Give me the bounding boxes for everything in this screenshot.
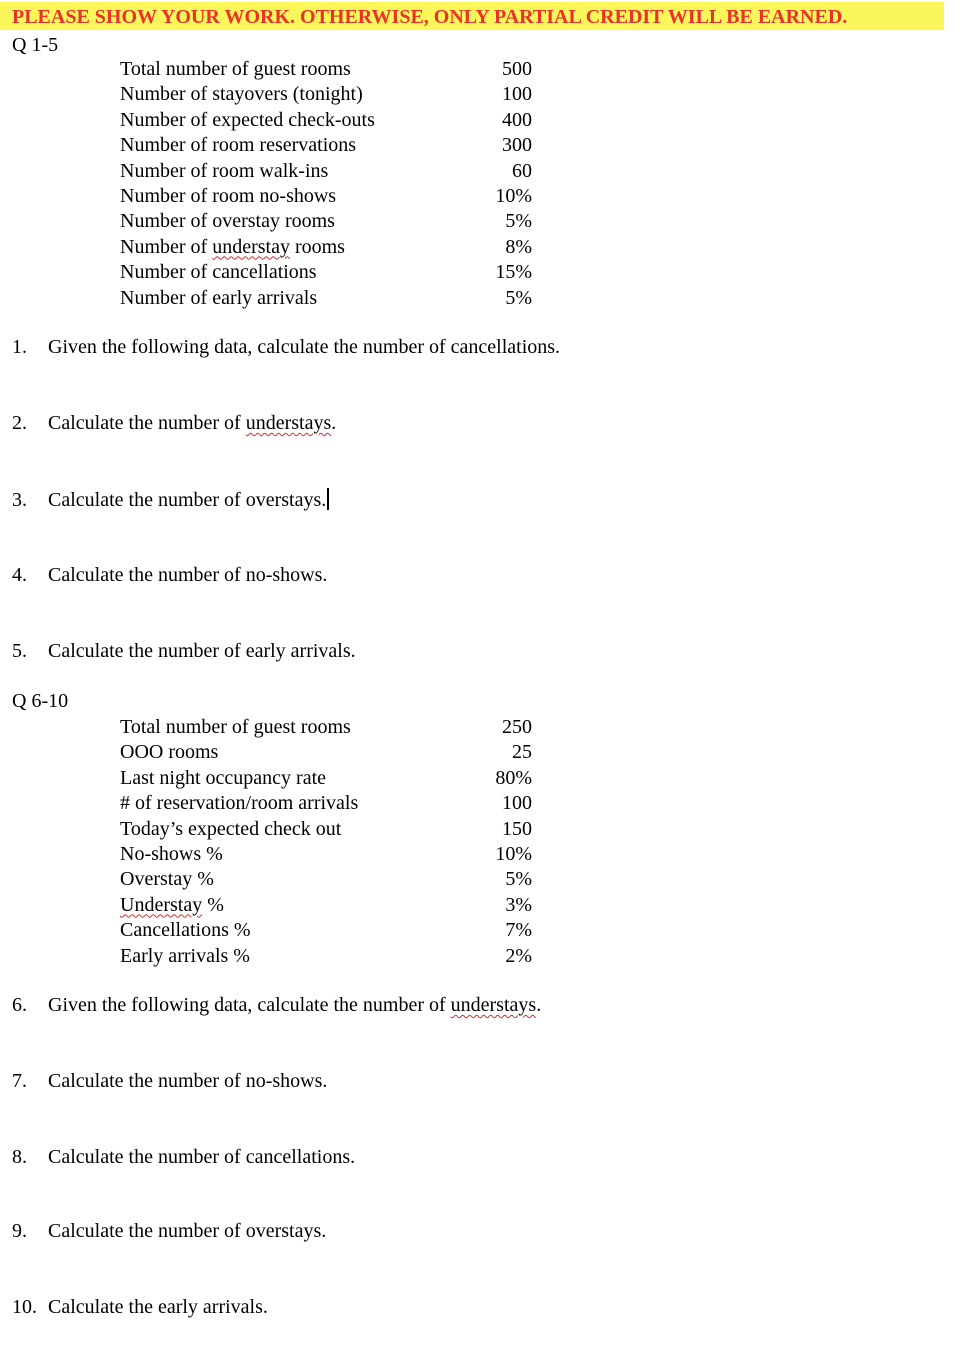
question-1[interactable] bbox=[12, 336, 560, 359]
data-value: 5% bbox=[505, 868, 532, 891]
question-text-suffix: . bbox=[331, 412, 337, 434]
data-value: 15% bbox=[495, 261, 532, 284]
data-value: 5% bbox=[505, 286, 532, 309]
question-text: Given the following data, calculate the number of cancellations. bbox=[48, 336, 561, 358]
data-value: 400 bbox=[502, 108, 532, 131]
question-number: 8. bbox=[12, 1146, 27, 1168]
data-value: 80% bbox=[495, 766, 532, 789]
data-label: No-shows % bbox=[120, 842, 223, 865]
data-value: 100 bbox=[502, 83, 532, 106]
section-label-q1-5: Q 1-5 bbox=[12, 34, 59, 56]
text-cursor bbox=[327, 488, 329, 510]
question-text: Calculate the number of cancellations. bbox=[48, 1146, 356, 1168]
question-5[interactable] bbox=[12, 640, 356, 663]
instruction-banner bbox=[0, 2, 944, 30]
data-label: Total number of guest rooms bbox=[120, 58, 351, 80]
data-value: 7% bbox=[505, 919, 532, 942]
data-label: Number of expected check-outs bbox=[120, 108, 375, 131]
data-value: 10% bbox=[495, 184, 532, 207]
label-suffix: % bbox=[202, 893, 224, 916]
question-9[interactable] bbox=[12, 1220, 326, 1243]
question-number: 10. bbox=[12, 1296, 37, 1318]
data-label: # of reservation/room arrivals bbox=[120, 792, 359, 815]
data-value: 150 bbox=[502, 817, 532, 840]
label-prefix: Number of bbox=[120, 235, 213, 258]
data-value: 500 bbox=[502, 58, 532, 80]
question-text: Calculate the number of early arrivals. bbox=[48, 640, 356, 662]
question-text: Calculate the number of no-shows. bbox=[48, 1070, 328, 1092]
data-value: 2% bbox=[505, 944, 532, 967]
question-number: 6. bbox=[12, 994, 27, 1016]
data-value: 300 bbox=[502, 134, 532, 157]
data-label: Total number of guest rooms bbox=[120, 716, 351, 738]
question-number: 4. bbox=[12, 564, 27, 586]
question-text: Calculate the early arrivals. bbox=[48, 1296, 268, 1318]
question-number: 1. bbox=[12, 336, 27, 358]
data-label: Last night occupancy rate bbox=[120, 766, 327, 789]
data-label: Overstay % bbox=[120, 868, 214, 891]
question-8[interactable] bbox=[12, 1146, 355, 1169]
question-number: 3. bbox=[12, 489, 27, 511]
data-label: Number of stayovers (tonight) bbox=[120, 83, 363, 106]
question-text-suffix: . bbox=[536, 994, 542, 1016]
spellcheck-flagged-word: understay bbox=[212, 235, 290, 258]
data-value: 10% bbox=[495, 842, 532, 865]
data-label bbox=[120, 235, 345, 260]
data-label: Number of room no-shows bbox=[120, 184, 337, 207]
spellcheck-flagged-word: Understay bbox=[120, 893, 203, 916]
label-suffix: rooms bbox=[289, 235, 345, 258]
data-label bbox=[120, 893, 224, 918]
data-label: OOO rooms bbox=[120, 741, 219, 764]
question-3[interactable] bbox=[12, 488, 329, 512]
data-label: Number of overstay rooms bbox=[120, 210, 335, 233]
data-value: 60 bbox=[512, 159, 532, 182]
section-label-q6-10: Q 6-10 bbox=[12, 690, 69, 712]
question-text: Calculate the number of overstays. bbox=[48, 489, 327, 511]
question-text: Calculate the number of no-shows. bbox=[48, 564, 328, 586]
data-value: 8% bbox=[505, 235, 532, 258]
data-label: Number of early arrivals bbox=[120, 286, 318, 309]
question-number: 7. bbox=[12, 1070, 27, 1092]
data-value: 100 bbox=[502, 792, 532, 815]
question-text-prefix: Calculate the number of bbox=[48, 412, 246, 434]
data-value: 3% bbox=[505, 893, 532, 916]
question-text: Calculate the number of overstays. bbox=[48, 1220, 327, 1242]
question-2[interactable] bbox=[12, 412, 336, 435]
data-label: Cancellations % bbox=[120, 919, 251, 942]
data-label: Number of room reservations bbox=[120, 134, 357, 157]
instruction-text: PLEASE SHOW YOUR WORK. OTHERWISE, ONLY PARTIAL CREDIT WILL BE EARNED. bbox=[12, 6, 848, 28]
spellcheck-flagged-word: understays bbox=[245, 412, 332, 434]
question-7[interactable] bbox=[12, 1070, 327, 1093]
data-label: Number of room walk-ins bbox=[120, 159, 329, 182]
data-label: Early arrivals % bbox=[120, 944, 250, 967]
data-value: 25 bbox=[512, 741, 532, 764]
data-label: Number of cancellations bbox=[120, 261, 317, 284]
data-label: Today’s expected check out bbox=[120, 817, 342, 840]
question-4[interactable] bbox=[12, 564, 327, 587]
question-10[interactable] bbox=[12, 1296, 268, 1319]
data-value: 250 bbox=[502, 716, 532, 738]
spellcheck-flagged-word: understays bbox=[450, 994, 537, 1016]
data-value: 5% bbox=[505, 210, 532, 233]
question-number: 9. bbox=[12, 1220, 27, 1242]
question-number: 2. bbox=[12, 412, 27, 434]
question-number: 5. bbox=[12, 640, 27, 662]
question-6[interactable] bbox=[12, 994, 541, 1017]
question-text-prefix: Given the following data, calculate the number of bbox=[48, 994, 451, 1016]
